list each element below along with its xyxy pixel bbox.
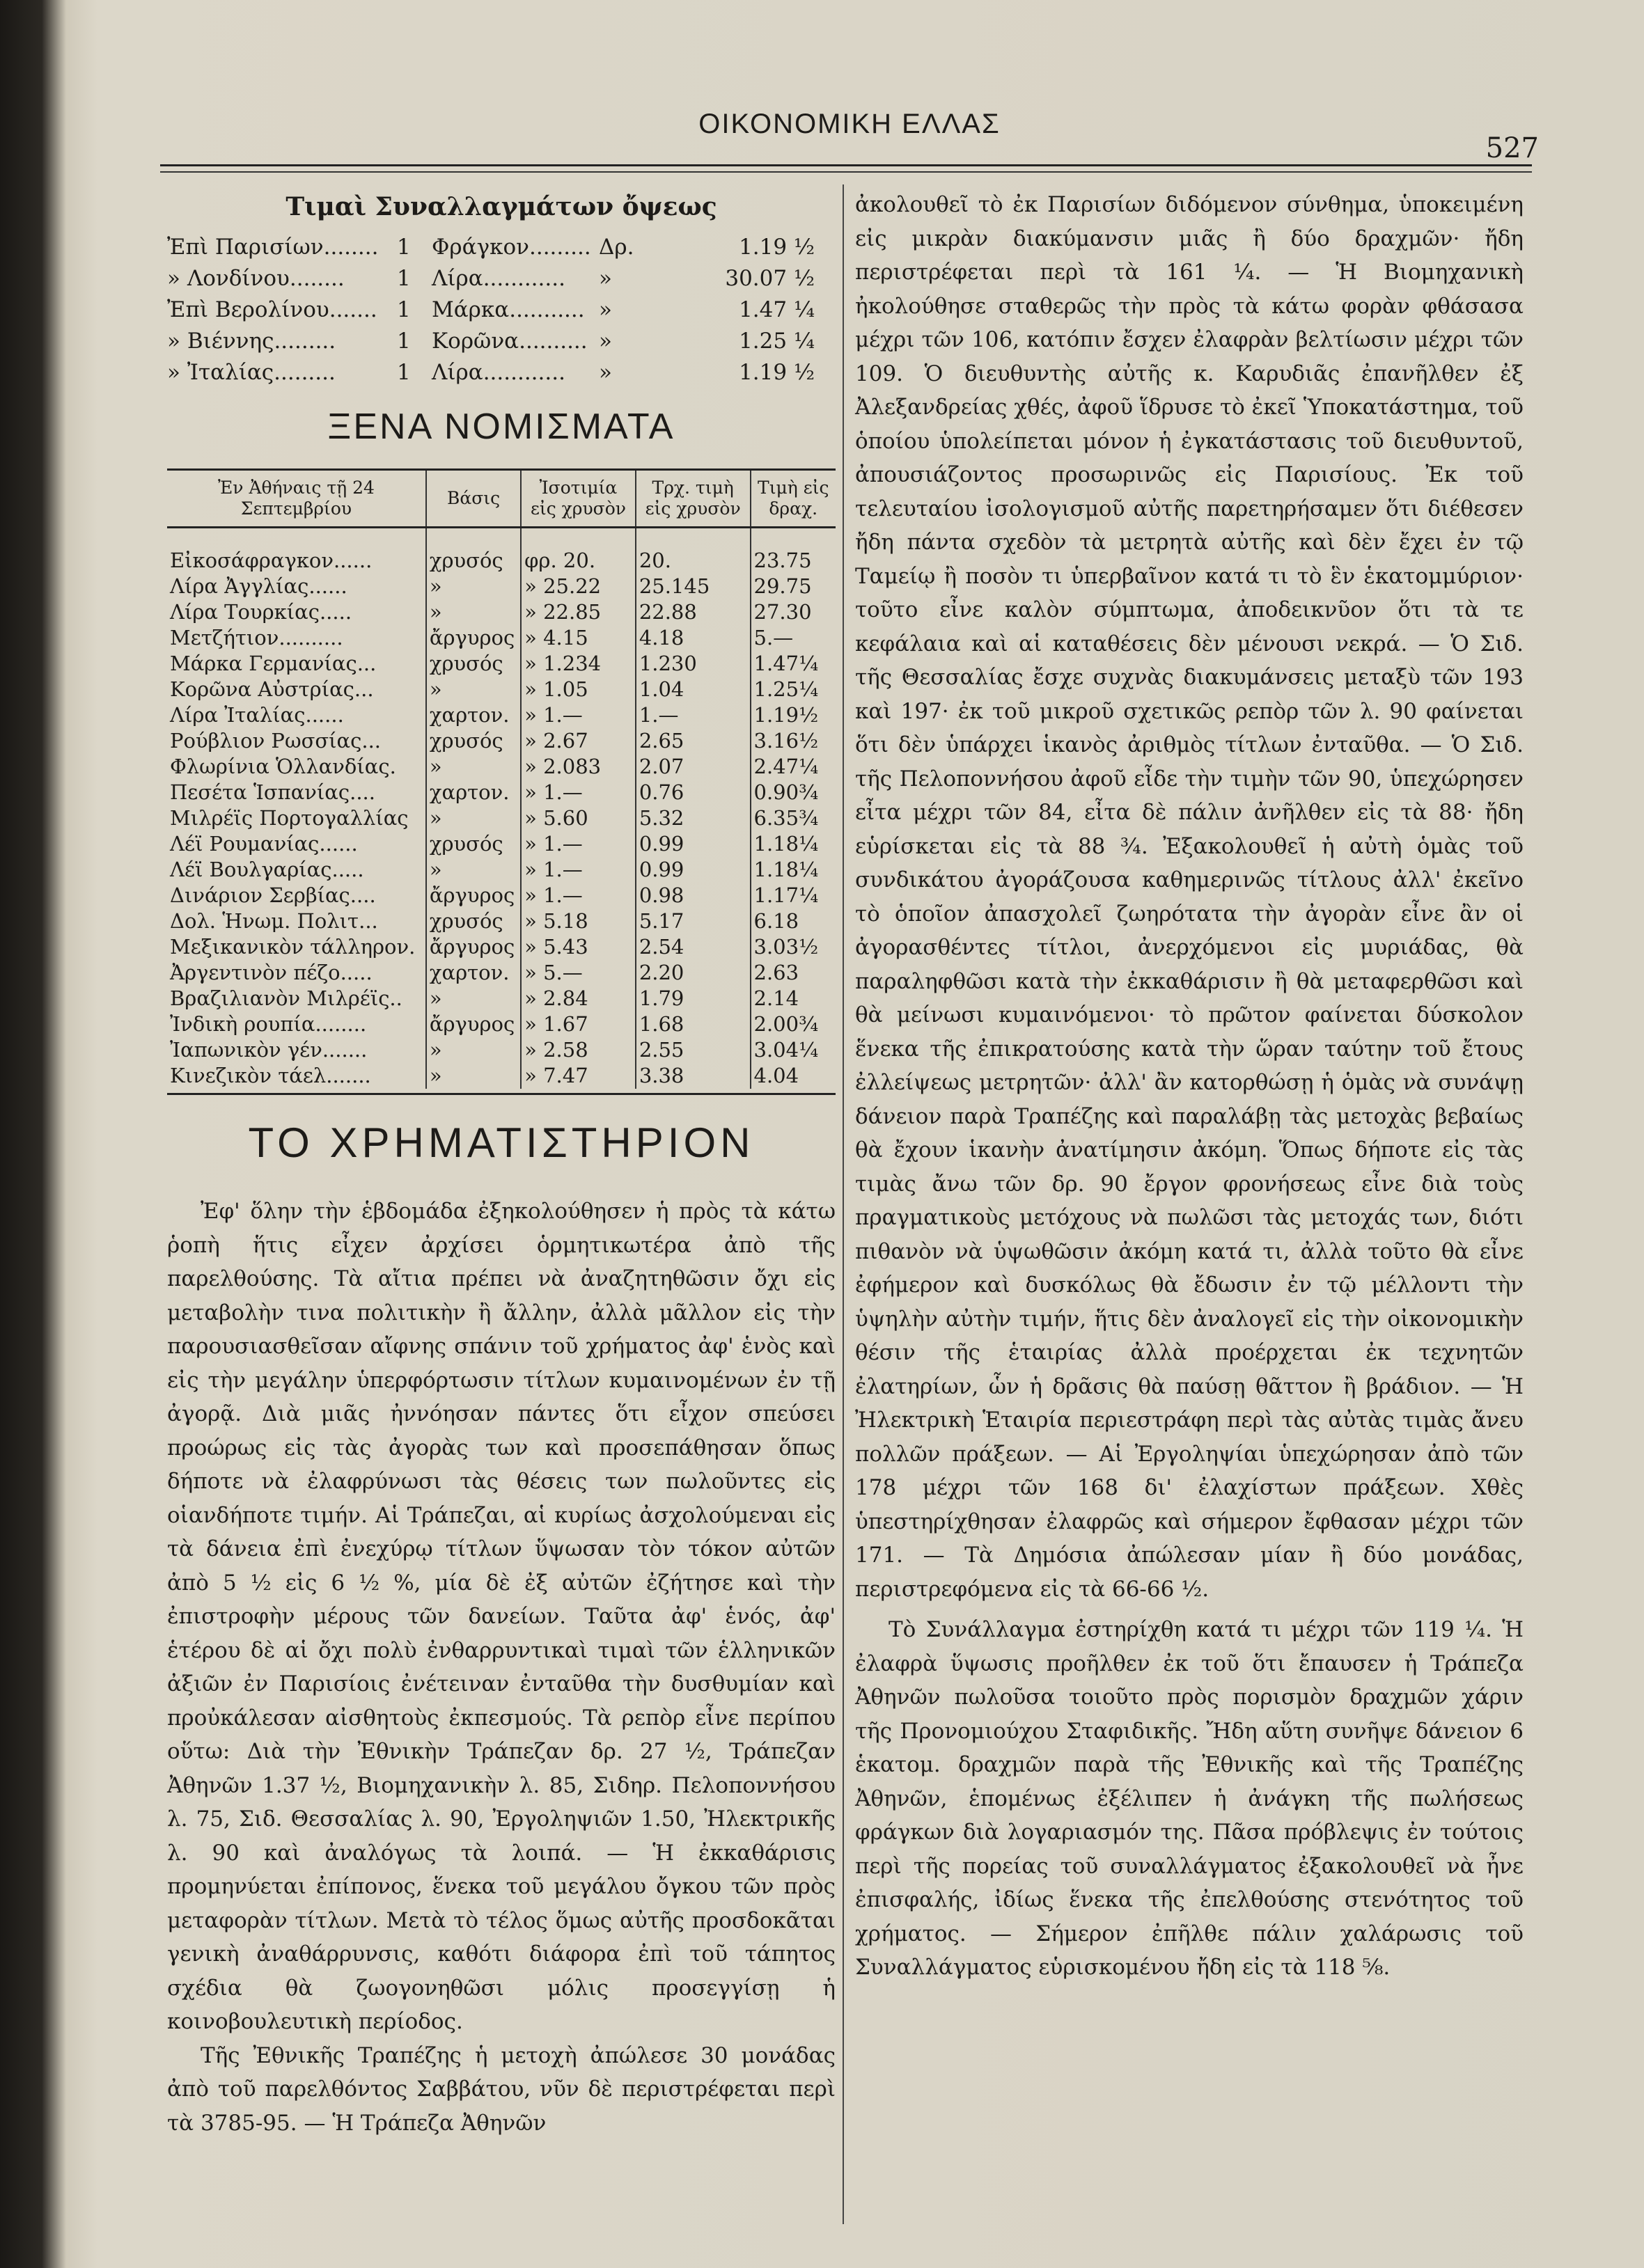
coin-price-drachma: 1.18¼ [751,857,836,883]
coin-current-price: 0.98 [636,883,751,908]
foreign-coin-row [167,1037,836,1063]
coin-basis: χρυσός [426,651,521,677]
rate-value: 30.07 ½ [725,265,815,291]
exchange-paragraph-1: Ἐφ' ὅλην τὴν ἑβδομάδα ἐξηκολούθησεν ἡ πρὸς τὰ κάτω ῥοπὴ ἥτις εἶχεν ἀρχίσει ὁρμητικωτέρα ἀπὸ τῆς παρελθούσης. Τὰ αἴτια πρέπει νὰ ἀναζητηθῶσιν ὄχι εἰς μεταβολὴν τινα πολιτικὴν ἢ ἄλλην, ἀλλὰ μᾶλλον εἰς τὴν παρουσιασθεῖσαν αἴφνης σπάνιν τοῦ χρήματος ἀφ' ἑνὸς καὶ εἰς τὴν μεγάλην ὑπερφόρτωσιν τίτλων κυμαινομένων ἐν τῇ ἀγορᾷ. Διὰ μιᾶς ἠννόησαν πάντες ὅτι εἶχον σπεύσει προώρως εἰς τὰς ἀγορὰς των καὶ προσεπάθησαν ὅπως δήποτε νὰ ἐλαφρύνωσι τὰς θέσεις των πωλοῦντες εἰς οἱανδήποτε τιμήν. Αἱ Τράπεζαι, αἱ κυρίως ἀσχολούμεναι εἰς τὰ δάνεια ἐπὶ ἐνεχύρῳ τίτλων ὕψωσαν τὸν τόκον αὐτῶν ἀπὸ 5 ½ εἰς 6 ½ %, μία δὲ ἐξ αὐτῶν ἐζήτησε καὶ τὴν ἐπιστροφὴν μέρους τῶν δανείων. Ταῦτα ἀφ' ἑνός, ἀφ' ἑτέρου δὲ αἱ ὄχι πολὺ ἐνθαρρυντικαὶ τιμαὶ τῶν ἑλληνικῶν ἀξιῶν ἐν Παρισίοις ἐνέτειναν ἐνταῦθα τὴν δυσθυμίαν καὶ προὐκάλεσαν αἰσθητοὺς ἐκπεσμούς. Τὰ ρεπὸρ εἶνε περίπου οὕτω: Διὰ τὴν Ἐθνικὴν Τράπεζαν δρ. 27 ½, Τράπεζαν Ἀθηνῶν 1.37 ½, Βιομηχανικὴν λ. 85, Σιδηρ. Πελοποννήσου λ. 75, Σιδ. Θεσσαλίας λ. 90, Ἐργοληψιῶν 1.50, Ἠλεκτρικῆς λ. 90 καὶ ἀναλόγως τὰ λοιπά. — Ἡ ἐκκαθάρισις προμηνύεται ἐπίπονος, ἕνεκα τοῦ μεγάλου ὄγκου τῶν πρὸς μεταφορὰν τίτλων. Μετὰ τὸ τέλος ὅμως αὐτῆς προσδοκᾶται γενικὴ ἀναθάρρυνσις, καθότι διάφορα ἐπὶ τοῦ τάπητος σχέδια θὰ ζωογονηθῶσι μόλις προσεγγίσῃ ἡ κοινοβουλευτικὴ περίοδος. [167,1199,836,2034]
foreign-coin-row [167,960,836,986]
exchange-rate-row [167,231,836,262]
coin-name: Λίρα Ἀγγλίας...... [170,574,347,598]
coin-name: Λίρα Τουρκίας..... [170,600,352,624]
foreign-coin-row [167,805,836,831]
coin-basis: ἄργυρος [426,1011,521,1037]
coin-basis: χαρτον. [426,780,521,805]
foreign-coins-header-row [167,470,836,528]
foreign-coin-row [167,780,836,805]
rate-unit: » [599,297,612,322]
coin-parity: » 2.84 [521,986,636,1011]
rate-currency-name: Φράγκον......... [432,234,591,260]
coin-current-price: 4.18 [636,625,751,651]
foreign-coin-row [167,599,836,625]
coin-price-drachma: 2.63 [751,960,836,986]
exchange-paragraph-2: Τῆς Ἐθνικῆς Τραπέζης ἡ μετοχὴ ἀπώλεσε 30 μονάδας ἀπὸ τοῦ παρελθόντος Σαββάτου, νῦν δὲ περιστρέφεται περὶ τὰ 3785-95. — Ἡ Τράπεζα Ἀθηνῶν [167,2042,836,2136]
rate-value: 1.25 ¼ [739,328,815,354]
coin-basis: » [426,574,521,599]
coin-price-drachma: 27.30 [751,599,836,625]
coin-name: Μετζήτιον.......... [170,626,343,649]
coin-current-price: 2.65 [636,728,751,754]
foreign-coin-row [167,857,836,883]
foreign-coin-row [167,934,836,960]
header-price-drachma: Τιμὴ εἰς δραχ. [751,470,836,528]
page-header [160,104,1539,164]
coin-basis: ἄργυρος [426,883,521,908]
foreign-coin-row [167,528,836,574]
rate-value: 1.19 ½ [739,234,815,260]
foreign-coin-row [167,702,836,728]
rate-currency [397,329,599,354]
foreign-coin-row [167,574,836,599]
coin-name: Ρούβλιον Ρωσσίας... [170,729,382,753]
coin-price-drachma: 1.17¼ [751,883,836,908]
coin-current-price: 1.— [636,702,751,728]
coin-price-drachma: 4.04 [751,1063,836,1089]
rate-value: 1.47 ¼ [739,297,815,322]
coin-basis: χρυσός [426,908,521,934]
coin-basis: » [426,1063,521,1089]
coin-price-drachma: 0.90¾ [751,780,836,805]
coin-price-drachma: 3.03½ [751,934,836,960]
coin-basis: χρυσός [426,831,521,857]
rate-currency [397,235,599,260]
coin-parity: » 2.67 [521,728,636,754]
foreign-coin-row [167,754,836,780]
coin-basis: χρυσός [426,528,521,574]
rate-unit: Δρ. [599,234,634,260]
rate-currency [397,266,599,291]
coin-name: Λέϊ Βουλγαρίας..... [170,858,364,881]
page-number: 527 [1485,132,1539,164]
exchange-rate-row [167,262,836,294]
coin-parity: » 7.47 [521,1063,636,1089]
coin-name: Ἀργεντινὸν πέζο..... [170,961,373,984]
coin-basis: » [426,857,521,883]
coin-basis: χρυσός [426,728,521,754]
coin-parity: φρ. 20. [521,528,636,574]
rate-value: 1.19 ½ [739,359,815,385]
rate-amount: 1 [397,265,411,291]
coin-parity: » 1.— [521,702,636,728]
exchange-rate-row [167,294,836,325]
coin-parity: » 1.— [521,780,636,805]
coin-price-drachma: 6.18 [751,908,836,934]
foreign-coins-table [167,468,836,1089]
coin-current-price: 1.79 [636,986,751,1011]
header-parity: Ἰσοτιμία εἰς χρυσὸν [521,470,636,528]
coin-current-price: 0.76 [636,780,751,805]
foreign-coin-row [167,1063,836,1089]
rate-currency-name: Λίρα............ [432,359,565,385]
coin-price-drachma: 1.47¼ [751,651,836,677]
foreign-coins-body [167,528,836,1089]
coin-basis: » [426,805,521,831]
rate-place: » Λονδίνου........ [167,265,345,291]
coin-name: Μάρκα Γερμανίας... [170,652,377,675]
coin-parity: » 5.43 [521,934,636,960]
coin-price-drachma: 1.18¼ [751,831,836,857]
coin-current-price: 22.88 [636,599,751,625]
coin-parity: » 1.67 [521,1011,636,1037]
coin-current-price: 20. [636,528,751,574]
coin-price-drachma: 5.— [751,625,836,651]
coin-current-price: 1.04 [636,677,751,702]
coin-parity: » 2.58 [521,1037,636,1063]
coin-basis: » [426,754,521,780]
coin-parity: » 25.22 [521,574,636,599]
coin-name: Δινάριον Σερβίας.... [170,883,376,907]
coin-name: Πεσέτα Ἱσπανίας.... [170,780,375,804]
coin-current-price: 0.99 [636,831,751,857]
coin-name: Ἰαπωνικὸν γέν....... [170,1038,368,1062]
coin-name: Κορῶνα Αὐστρίας... [170,677,374,701]
coin-parity: » 1.05 [521,677,636,702]
foreign-coin-row [167,986,836,1011]
column-divider [843,184,844,2224]
header-rule [160,164,1532,166]
coin-price-drachma: 2.00¾ [751,1011,836,1037]
coin-price-drachma: 3.04¼ [751,1037,836,1063]
foreign-coin-row [167,1011,836,1037]
coin-parity: » 5.60 [521,805,636,831]
coin-name: Βραζιλιανὸν Μιλρέϊς.. [170,986,402,1010]
coin-name: Λέϊ Ρουμανίας...... [170,832,358,856]
coin-parity: » 1.— [521,857,636,883]
coin-current-price: 2.07 [636,754,751,780]
coin-current-price: 3.38 [636,1063,751,1089]
rate-place: » Βιέννης......... [167,328,336,354]
coin-basis: ἄργυρος [426,934,521,960]
coin-parity: » 5.— [521,960,636,986]
coin-parity: » 5.18 [521,908,636,934]
header-current-price: Τρχ. τιμὴ εἰς χρυσὸν [636,470,751,528]
rate-unit: » [599,265,612,291]
rate-currency-name: Μάρκα........... [432,297,585,322]
coin-price-drachma: 6.35¾ [751,805,836,831]
foreign-coin-row [167,883,836,908]
coin-current-price: 1.230 [636,651,751,677]
coin-basis: ἄργυρος [426,625,521,651]
header-basis: Βάσις [426,470,521,528]
coin-basis: » [426,599,521,625]
running-title: ΟΙΚΟΝΟΜΙΚΗ ΕΛΛΑΣ [698,109,1001,139]
coin-parity: » 22.85 [521,599,636,625]
coin-current-price: 5.17 [636,908,751,934]
rate-currency [397,360,599,385]
coin-parity: » 2.083 [521,754,636,780]
exchange-paragraph-3: ἀκολουθεῖ τὸ ἐκ Παρισίων διδόμενον σύνθημα, ὑποκειμένη εἰς μικρὰν διακύμανσιν μιᾶς ἢ δύο δραχμῶν· ἤδη περιστρέφεται περὶ τὰ 161 ¼. — Ἡ Βιομηχανικὴ ἠκολούθησε σταθερῶς τὴν πρὸς τὰ κάτω φορὰν φθάσασα μέχρι τῶν 106, κατόπιν ἔσχεν ἐλαφρὰν βελτίωσιν μέχρι τῶν 109. Ὁ διευθυντὴς αὐτῆς κ. Καρυδιᾶς ἐπανῆλθεν ἐξ Ἀλεξανδρείας χθές, ἀφοῦ ἵδρυσε τὸ ἐκεῖ Ὑποκατάστημα, τοῦ ὁποίου ὑπολείπεται μόνον ἡ ἐγκατάστασις τοῦ διευθυντοῦ, ἀπουσιάζοντος προσωρινῶς εἰς Παρισίους. Ἐκ τοῦ τελευταίου ἰσολογισμοῦ αὐτῆς παρετηρήσαμεν ὅτι διέθεσεν ἤδη πάντα σχεδὸν τὰ μετρητὰ αὐτῆς καὶ δὲν ἔχει ἐν τῷ Ταμείῳ ἢ ποσὸν τι ὑπερβαῖνον κατά τι τὸ ἓν ἑκατομμύριον· τοῦτο εἶνε καλὸν σύμπτωμα, ἀποδεικνῦον ὅτι τὰ τε κεφάλαια καὶ αἱ καταθέσεις δὲν μένουσι νεκρά. — Ὁ Σιδ. τῆς Θεσσαλίας ἔσχε συχνὰς διακυμάνσεις μεταξὺ τῶν 193 καὶ 197· ἐκ τοῦ μικροῦ σχετικῶς ρεπὸρ τῶν λ. 90 φαίνεται ὅτι δὲν ὑπάρχει ἱκανὸς ἀριθμὸς τίτλων ἐνταῦθα. — Ὁ Σιδ. τῆς Πελοποννήσου ἀφοῦ εἶδε τὴν τιμὴν τῶν 90, ὑπεχώρησεν εἶτα μέχρι τῶν 84, εἶτα δὲ πάλιν ἀνῆλθεν εἰς τὰ 88· ἤδη εὑρίσκεται εἰς τὰ 88 ¾. Ἐξακολουθεῖ ἡ αὐτὴ ὁμὰς τοῦ συνδικάτου ἀγοράζουσα καθημερινῶς τίτλους ἀλλ' ἐκεῖνο τὸ ὁποῖον ἀπασχολεῖ ζωηρότατα τὴν ἀγορὰν εἶνε ἂν οἱ ἀγορασθέντες τίτλοι, ἀνερχόμενοι εἰς μυριάδας, θὰ παραληφθῶσι κατὰ τὴν ἐκκαθάρισιν ἢ θὰ μεταφερθῶσι καὶ θὰ μείνωσι κυμαινόμενοι· τὸ πρῶτον φαίνεται δύσκολον ἕνεκα τῆς ἐπικρατούσης κατὰ τὴν ὥραν ταύτην τοῦ ἔτους ἐλλείψεως μετρητῶν· ἀλλ' ἂν κατορθώσῃ ἡ ὁμὰς νὰ συνάψῃ δάνειον παρὰ Τραπέζης καὶ παραλάβῃ τὰς μετοχὰς βεβαίως θὰ ἔχουν ἱκανὴν ἀνατίμησιν ἀκόμη. Ὅπως δήποτε εἰς τὰς τιμὰς ἄνω τῶν δρ. 90 ἔργον φρονήσεως εἶνε διὰ τοὺς πραγματικοὺς μετόχους νὰ πωλῶσι τὰς μετοχάς των, διότι πιθανὸν νὰ ὑψωθῶσιν ἀκόμη κατά τι, ἀλλὰ τοῦτο θὰ εἶνε ἐφήμερον καὶ δυσκόλως θὰ ἔδωσιν ἐν τῷ μέλλοντι τὴν ὑψηλὴν αὐτὴν τιμήν, ἥτις δὲν ἀναλογεῖ εἰς τὴν οἰκονομικὴν θέσιν τῆς ἑταιρίας ἀλλὰ προέρχεται ἐκ τεχνητῶν ἐλατηρίων, ὧν ἡ δρᾶσις θὰ παύσῃ θᾶττον ἢ βράδιον. — Ἡ Ἠλεκτρικὴ Ἑταιρία περιεστράφη περὶ τὰς αὐτὰς τιμὰς ἄνευ πολλῶν πράξεων. — Αἱ Ἐργοληψίαι ὑπεχώρησαν ἀπὸ τῶν 178 μέχρι τῶν 168 δι' ἐλαχίστων πράξεων. Χθὲς ὑπεστηρίχθησαν ἐλαφρῶς καὶ σήμερον ἔφθασαν μέχρι τῶν 171. — Τὰ Δημόσια ἀπώλεσαν μίαν ἢ δύο μονάδας, περιστρεφόμενα εἰς τὰ 66-66 ½. [855,192,1524,1602]
rate-currency [397,297,599,322]
coin-parity: » 1.— [521,831,636,857]
foreign-coin-row [167,908,836,934]
rate-place: » Ἰταλίας......... [167,359,336,385]
header-rule-secondary [160,171,1532,173]
coin-name: Δολ. Ἡνωμ. Πολιτ... [170,909,378,933]
rate-unit: » [599,328,612,354]
foreign-coin-row [167,677,836,702]
rate-amount: 1 [397,234,411,260]
left-column [167,188,836,2140]
coin-basis: χαρτον. [426,960,521,986]
foreign-coin-row [167,625,836,651]
rate-currency-name: Κορῶνα.......... [432,328,588,354]
rate-amount: 1 [397,297,411,322]
exchange-rates-heading: Τιμαὶ Συναλλαγμάτων ὄψεως [285,192,717,221]
coin-basis: » [426,1037,521,1063]
foreign-coin-row [167,651,836,677]
exchange-paragraph-4: Τὸ Συνάλλαγμα ἐστηρίχθη κατά τι μέχρι τῶν 119 ¼. Ἡ ἐλαφρὰ ὕψωσις προῆλθεν ἐκ τοῦ ὅτι ἔπαυσεν ἡ Τράπεζα Ἀθηνῶν πωλοῦσα τοιοῦτο πρὸς πορισμὸν δραχμῶν χάριν τῆς Προνομιούχου Σταφιδικῆς. Ἤδη αὕτη συνῆψε δάνειον 6 ἑκατομ. δραχμῶν παρὰ τῆς Ἐθνικῆς καὶ τῆς Τραπέζης Ἀθηνῶν, ἑπομένως ἐξέλιπεν ἡ ἀνάγκη τῆς πωλήσεως φράγκων διὰ λογαριασμόν της. Πᾶσα πρόβλεψις ἐν τούτοις περὶ τῆς πορείας τοῦ συναλλάγματος ἐξακολουθεῖ νὰ ἦνε ἐπισφαλής, ἰδίως ἕνεκα τῆς ἐπελθούσης στενότητος τοῦ χρήματος. — Σήμερον ἐπῆλθε πάλιν χαλάρωσις τοῦ Συναλλάγματος εὑρισκομένου ἤδη εἰς τὰ 118 ⅝. [855,1617,1524,1980]
coin-name: Μιλρέϊς Πορτογαλλίας [170,806,409,830]
coin-name: Εἰκοσάφραγκον...... [170,549,373,572]
rate-place: Ἐπὶ Παρισίων........ [167,234,379,260]
coin-name: Φλωρίνια Ὁλλανδίας. [170,755,396,778]
rate-amount: 1 [397,359,411,385]
coin-current-price: 2.20 [636,960,751,986]
coin-current-price: 2.55 [636,1037,751,1063]
coin-basis: » [426,986,521,1011]
coin-price-drachma: 2.47¼ [751,754,836,780]
coin-current-price: 2.54 [636,934,751,960]
coin-name: Ἰνδικὴ ρουπία........ [170,1012,367,1036]
rate-currency-name: Λίρα............ [432,265,565,291]
coin-current-price: 1.68 [636,1011,751,1037]
coin-parity: » 1.— [521,883,636,908]
coin-current-price: 25.145 [636,574,751,599]
coin-current-price: 5.32 [636,805,751,831]
coin-basis: χαρτον. [426,702,521,728]
coin-price-drachma: 3.16½ [751,728,836,754]
rate-unit: » [599,359,612,385]
coin-name: Κινεζικὸν τάελ....... [170,1064,371,1087]
table-bottom-rule [167,1093,836,1095]
rate-place: Ἐπὶ Βερολίνου....... [167,297,377,322]
foreign-coin-row [167,831,836,857]
coin-price-drachma: 2.14 [751,986,836,1011]
coin-price-drachma: 29.75 [751,574,836,599]
coin-basis: » [426,677,521,702]
rate-amount: 1 [397,328,411,354]
coin-name: Λίρα Ἰταλίας...... [170,703,344,727]
exchange-rate-row [167,356,836,388]
exchange-rate-row [167,325,836,356]
coin-price-drachma: 23.75 [751,528,836,574]
header-location-date: Ἐν Ἀθήναις τῇ 24 Σεπτεμβρίου [167,470,426,528]
foreign-coins-title: ΞΕΝΑ ΝΟΜΙΣΜΑΤΑ [327,407,675,447]
coin-parity: » 1.234 [521,651,636,677]
foreign-coin-row [167,728,836,754]
right-column [855,188,1524,1985]
coin-name: Μεξικανικὸν τάλληρον. [170,935,416,959]
coin-price-drachma: 1.19½ [751,702,836,728]
coin-price-drachma: 1.25¼ [751,677,836,702]
stock-exchange-title: ΤΟ ΧΡΗΜΑΤΙΣΤΗΡΙΟΝ [248,1119,755,1166]
coin-current-price: 0.99 [636,857,751,883]
exchange-rates-list [167,231,836,388]
coin-parity: » 4.15 [521,625,636,651]
